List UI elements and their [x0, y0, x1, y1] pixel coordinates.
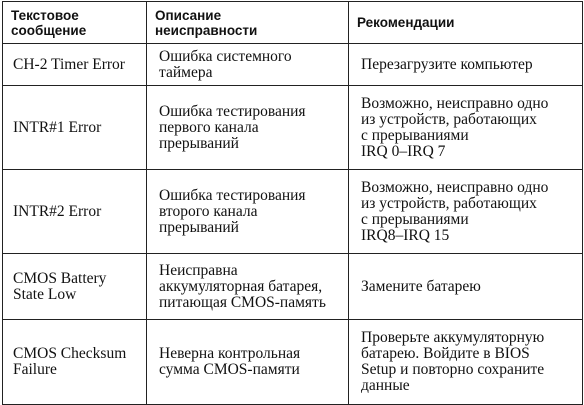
recommendation-cell: Возможно, неисправно одно из устройств, работающих с прерываниями IRQ8–IRQ 15 — [349, 170, 583, 254]
table-row — [3, 320, 583, 405]
table-header-row — [3, 2, 583, 44]
error-messages-table — [2, 1, 583, 405]
message-cell: CMOS Battery State Low — [3, 254, 147, 320]
message-cell: INTR#1 Error — [3, 86, 147, 170]
description-cell: Ошибка тестирования первого канала прерываний — [147, 86, 349, 170]
header-recommendation: Рекомендации — [349, 2, 583, 44]
recommendation-cell: Проверьте аккумуляторную батарею. Войдите в BIOS Setup и повторно сохраните данные — [349, 320, 583, 405]
recommendation-cell: Возможно, неисправно одно из устройств, работающих с прерываниями IRQ 0–IRQ 7 — [349, 86, 583, 170]
description-cell: Ошибка системного таймера — [147, 44, 349, 86]
table-row — [3, 86, 583, 170]
recommendation-cell: Перезагрузите компьютер — [349, 44, 583, 86]
table-row — [3, 170, 583, 254]
description-cell: Ошибка тестирования второго канала прерываний — [147, 170, 349, 254]
header-message: Текстовое сообщение — [3, 2, 147, 44]
description-cell: Неисправна аккумуляторная батарея, питающая CMOS-память — [147, 254, 349, 320]
message-cell: CH-2 Timer Error — [3, 44, 147, 86]
message-cell: CMOS Checksum Failure — [3, 320, 147, 405]
header-description: Описание неисправности — [147, 2, 349, 44]
table-row — [3, 44, 583, 86]
description-cell: Неверна контрольная сумма CMOS-памяти — [147, 320, 349, 405]
table-row — [3, 254, 583, 320]
recommendation-cell: Замените батарею — [349, 254, 583, 320]
message-cell: INTR#2 Error — [3, 170, 147, 254]
